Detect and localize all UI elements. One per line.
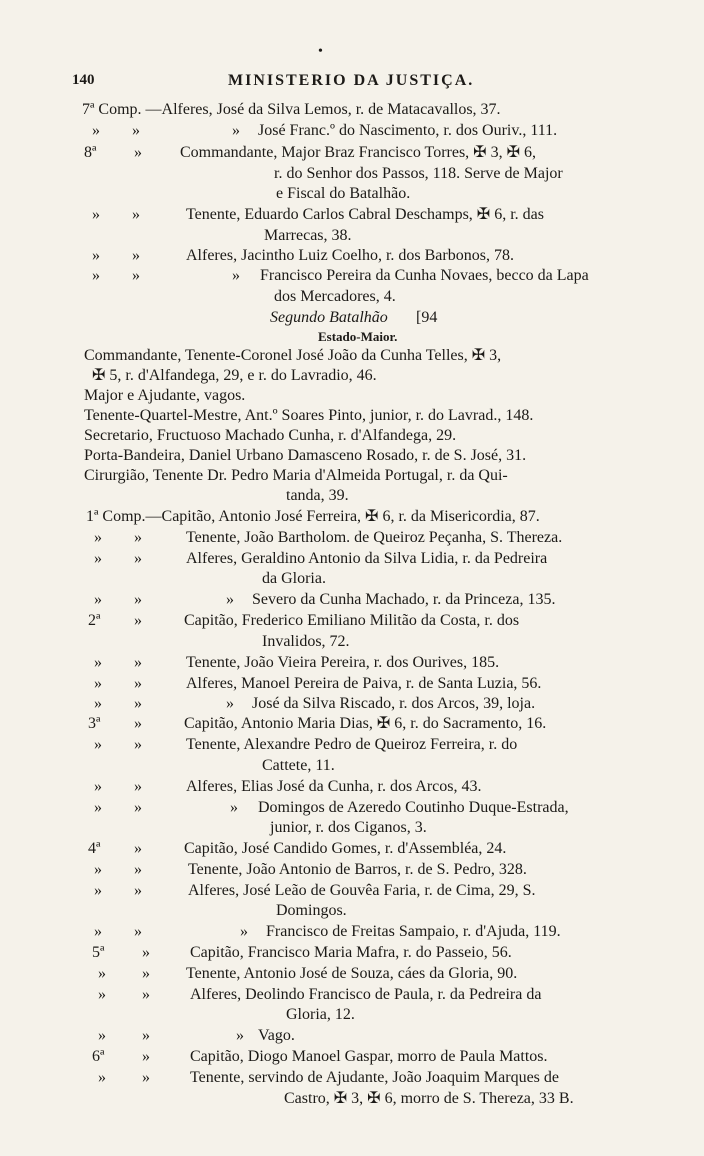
text-segment: Vago. [258,1027,295,1044]
text-line [0,346,704,366]
text-segment: » [134,675,142,692]
text-segment: 8ª [84,144,97,161]
text-segment: Capitão, Diogo Manoel Gaspar, morro de Paula Mattos. [190,1048,548,1065]
text-segment: da Gloria. [262,570,326,587]
text-line [0,205,704,225]
text-line [0,714,704,734]
text-segment: [94 [416,309,438,326]
text-line [0,1089,704,1109]
text-segment: Tenente, João Bartholom. de Queiroz Peçanha, S. Thereza. [186,529,563,546]
text-segment: ✠ 5, r. d'Alfandega, 29, e r. do Lavradio, 46. [92,367,377,384]
text-segment: José da Silva Riscado, r. dos Arcos, 39, loja. [252,695,536,712]
text-line [0,632,704,652]
text-segment: » [94,882,102,899]
text-line [0,735,704,755]
text-segment: Alferes, José Leão de Gouvêa Faria, r. de Cima, 29, S. [188,882,536,899]
text-segment: Tenente-Quartel-Mestre, Ant.º Soares Pinto, junior, r. do Lavrad., 148. [84,407,534,424]
text-segment: » [94,799,102,816]
text-line [0,756,704,776]
text-segment: » [92,206,100,223]
text-segment: » [92,267,100,284]
running-head: MINISTERIO DA JUSTIÇA. [228,72,475,89]
text-segment: » [134,695,142,712]
text-line [0,164,704,184]
text-line [0,901,704,921]
page-number: 140 [72,72,95,88]
text-segment: Porta-Bandeira, Daniel Urbano Damasceno Rosado, r. de S. José, 31. [84,447,527,464]
text-segment: Secretario, Fructuoso Machado Cunha, r. d'Alfandega, 29. [84,427,457,444]
text-segment: Commandante, Tenente-Coronel José João da Cunha Telles, ✠ 3, [84,347,502,364]
text-segment: Cattete, 11. [262,757,335,774]
text-line [0,798,704,818]
text-segment: » [142,1048,150,1065]
text-segment: » [142,1069,150,1086]
text-segment: » [232,122,240,139]
text-line [0,121,704,141]
text-segment: » [132,267,140,284]
text-segment: Castro, ✠ 3, ✠ 6, morro de S. Thereza, 33 B. [284,1090,574,1107]
text-segment: Tenente, Alexandre Pedro de Queiroz Ferreira, r. do [186,736,518,753]
text-line [0,308,704,328]
text-segment: » [132,247,140,264]
text-segment: Domingos. [276,902,347,919]
text-segment: e Fiscal do Batalhão. [276,185,411,202]
text-segment: » [134,840,142,857]
text-segment: » [94,736,102,753]
text-line [0,549,704,569]
text-segment: » [94,591,102,608]
text-segment: Commandante, Major Braz Francisco Torres, ✠ 3, ✠ 6, [180,144,536,161]
text-segment: » [92,122,100,139]
text-segment: Major e Ajudante, vagos. [84,387,246,404]
text-line [0,327,704,347]
text-segment: 2ª [88,612,101,629]
text-segment: » [134,882,142,899]
text-line [0,246,704,266]
text-line [0,590,704,610]
text-segment: 7ª Comp. —Alferes, José da Silva Lemos, r. de Matacavallos, 37. [82,101,501,118]
text-segment: » [142,986,150,1003]
text-line [0,386,704,406]
text-segment: Cirurgião, Tenente Dr. Pedro Maria d'Almeida Portugal, r. da Qui- [84,467,508,484]
text-segment: 3ª [88,715,101,732]
text-segment: » [98,1069,106,1086]
text-segment: » [142,944,150,961]
text-line [0,943,704,963]
text-segment: » [94,654,102,671]
text-line [0,839,704,859]
text-segment: Tenente, servindo de Ajudante, João Joaquim Marques de [190,1069,560,1086]
text-segment: » [240,923,248,940]
text-segment: Invalidos, 72. [262,633,350,650]
text-segment: Capitão, Francisco Maria Mafra, r. do Passeio, 56. [190,944,512,961]
text-segment: » [232,267,240,284]
text-line [0,985,704,1005]
text-segment: » [134,715,142,732]
text-segment: Alferes, Deolindo Francisco de Paula, r. da Pedreira da [190,986,542,1003]
text-segment: » [134,861,142,878]
text-line [0,860,704,880]
text-line [0,184,704,204]
text-segment: Tenente, Eduardo Carlos Cabral Deschamps, ✠ 6, r. das [186,206,544,223]
text-line [0,694,704,714]
text-segment: Francisco de Freitas Sampaio, r. d'Ajuda, 119. [266,923,561,940]
text-segment: 5ª [92,944,105,961]
text-segment: Capitão, José Candido Gomes, r. d'Assembléa, 24. [184,840,507,857]
text-line [0,446,704,466]
text-segment: » [134,612,142,629]
text-segment: » [94,778,102,795]
text-line [0,507,704,527]
text-segment: tanda, 39. [286,487,349,504]
page-header [0,72,704,94]
text-line [0,486,704,506]
text-segment: » [132,122,140,139]
text-segment: » [134,799,142,816]
text-segment: » [132,206,140,223]
text-segment: » [94,861,102,878]
text-segment: » [94,550,102,567]
text-segment: Domingos de Azeredo Coutinho Duque-Estrada, [258,799,569,816]
text-line [0,569,704,589]
text-segment: » [134,654,142,671]
text-line [0,143,704,163]
text-segment: » [134,736,142,753]
text-segment: » [94,675,102,692]
text-segment: Gloria, 12. [286,1006,355,1023]
text-segment: Capitão, Antonio Maria Dias, ✠ 6, r. do Sacramento, 16. [184,715,547,732]
text-line [0,818,704,838]
text-segment: Alferes, Elias José da Cunha, r. dos Arcos, 43. [186,778,482,795]
text-segment: » [134,591,142,608]
text-segment: » [230,799,238,816]
text-line [0,1047,704,1067]
text-segment: Estado-Maior. [318,329,398,344]
text-line [0,466,704,486]
text-segment: » [134,923,142,940]
text-line [0,226,704,246]
text-line [0,777,704,797]
text-segment: Tenente, Antonio José de Souza, cáes da Gloria, 90. [186,965,518,982]
text-segment: junior, r. dos Ciganos, 3. [270,819,427,836]
text-line [0,922,704,942]
text-segment: Alferes, Jacintho Luiz Coelho, r. dos Barbonos, 78. [186,247,514,264]
text-segment: » [94,695,102,712]
text-line [0,406,704,426]
text-segment: 1ª Comp.—Capitão, Antonio José Ferreira, ✠ 6, r. da Misericordia, 87. [86,508,540,525]
text-line [0,426,704,446]
text-segment: Alferes, Geraldino Antonio da Silva Lidia, r. da Pedreira [186,550,548,567]
text-segment: Marrecas, 38. [264,227,352,244]
text-segment: José Franc.º do Nascimento, r. dos Ouriv., 111. [258,122,558,139]
text-segment: » [142,1027,150,1044]
text-segment: » [94,529,102,546]
text-line [0,528,704,548]
text-line [0,100,704,120]
text-segment: » [142,965,150,982]
text-segment: » [226,591,234,608]
text-segment: » [98,1027,106,1044]
text-segment: Alferes, Manoel Pereira de Paiva, r. de Santa Luzia, 56. [186,675,542,692]
text-line [0,366,704,386]
text-segment: Tenente, João Antonio de Barros, r. de S. Pedro, 328. [188,861,527,878]
text-segment: dos Mercadores, 4. [274,288,396,305]
text-line [0,611,704,631]
text-segment: » [98,986,106,1003]
text-line [0,1005,704,1025]
text-segment: » [134,529,142,546]
decorative-dot: • [318,44,323,59]
text-segment: » [134,550,142,567]
text-segment: Segundo Batalhão [270,309,388,326]
text-segment: 6ª [92,1048,105,1065]
text-segment: » [92,247,100,264]
text-line [0,1068,704,1088]
text-segment: » [94,923,102,940]
text-segment: Severo da Cunha Machado, r. da Princeza, 135. [252,591,556,608]
text-line [0,1026,704,1046]
text-segment: » [226,695,234,712]
text-segment: 4ª [88,840,101,857]
text-line [0,881,704,901]
text-segment: » [134,144,142,161]
text-segment: » [134,778,142,795]
text-segment: » [98,965,106,982]
text-line [0,653,704,673]
text-segment: r. do Senhor dos Passos, 118. Serve de Major [274,165,563,182]
text-segment: Capitão, Frederico Emiliano Militão da Costa, r. dos [184,612,520,629]
text-segment: » [236,1027,244,1044]
text-line [0,266,704,286]
text-segment: Francisco Pereira da Cunha Novaes, becco da Lapa [260,267,589,284]
text-line [0,287,704,307]
text-line [0,964,704,984]
text-line [0,674,704,694]
text-segment: Tenente, João Vieira Pereira, r. dos Ourives, 185. [186,654,500,671]
